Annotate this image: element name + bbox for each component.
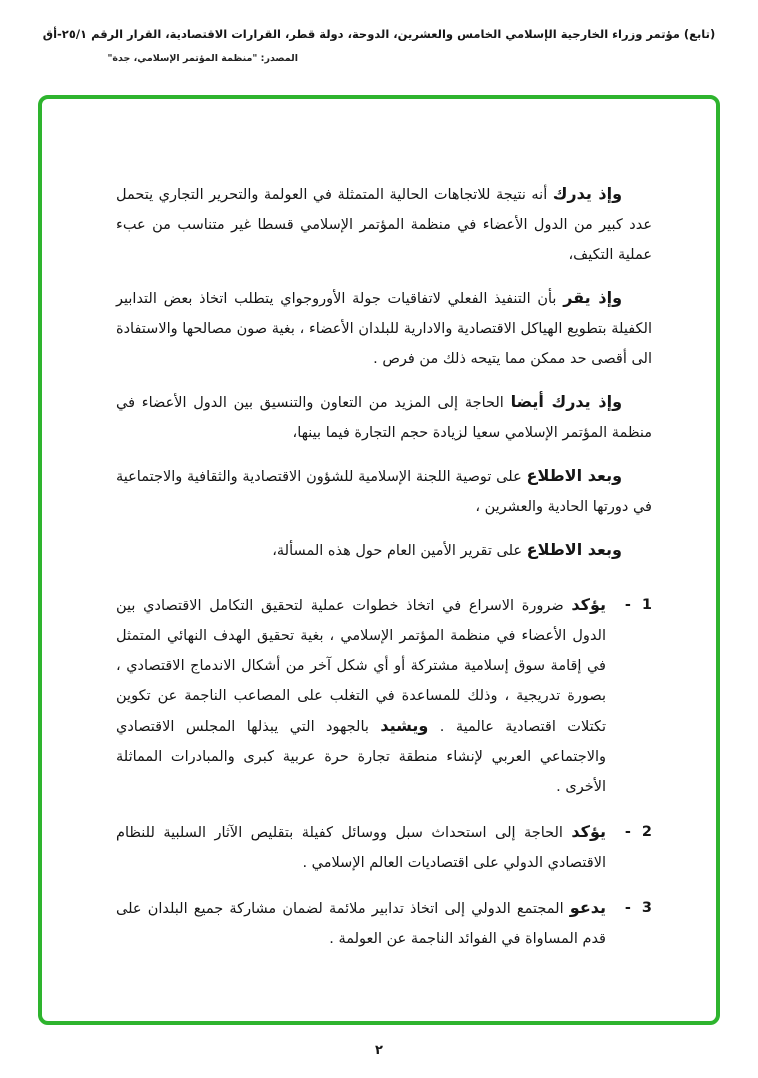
preamble-paragraph: [116, 179, 652, 270]
item-marker: [606, 817, 652, 878]
lead-phrase: يؤكد: [571, 822, 607, 841]
paragraph-text: على تقرير الأمين العام حول هذه المسألة،: [272, 543, 523, 559]
item-number: 2: [641, 824, 652, 840]
paragraph-text: بالجهود التي يبذلها المجلس الاقتصادي والاجتماعي العربي لإنشاء منطقة تجارة حرة عربية كبرى والمبادرات المماثلة الأخرى .: [116, 719, 606, 795]
paragraph-text: الحاجة إلى المزيد من التعاون والتنسيق بين الدول الأعضاء في منظمة المؤتمر الإسلامي سعيا لزيادة حجم التجارة فيما بينها،: [116, 395, 652, 441]
paragraph-text: الحاجة إلى استحداث سبل ووسائل كفيلة بتقليص الآثار السلبية للنظام الاقتصادي الدولي على اقتصاديات العالم الإسلامي .: [116, 825, 606, 871]
marker-dash: -: [624, 824, 631, 840]
paragraph-text: بأن التنفيذ الفعلي لاتفاقيات جولة الأوروجواي يتطلب اتخاذ بعض التدابير الكفيلة بتطويع الهياكل الاقتصادية والادارية للبلدان الأعضاء ، بغية صون مصالحها والاستفادة الى أقصى حد ممكن مما يتيحه ذلك من فرص .: [116, 291, 652, 367]
paragraph-text: على توصية اللجنة الإسلامية للشؤون الاقتصادية والثقافية والاجتماعية في دورتها الحادية والعشرين ،: [116, 469, 652, 515]
document-body: [116, 179, 652, 969]
lead-phrase: ويشيد: [380, 716, 429, 735]
item-marker: [606, 893, 652, 954]
lead-phrase: وبعد الاطلاع: [526, 540, 622, 559]
lead-phrase: وبعد الاطلاع: [526, 466, 623, 485]
resolution-item: [116, 893, 652, 954]
lead-phrase: وإذ يدرك: [552, 184, 623, 203]
marker-dash: -: [624, 597, 631, 613]
lead-phrase: وإذ يقر: [563, 288, 623, 307]
preamble-paragraph: [116, 387, 652, 448]
marker-dash: -: [624, 900, 631, 916]
resolution-text: [116, 817, 606, 878]
content-frame: [38, 95, 720, 1025]
resolution-text: [116, 893, 606, 954]
paragraph-text: المجتمع الدولي إلى اتخاذ تدابير ملائمة لضمان مشاركة جميع البلدان على قدم المساواة في الفوائد الناجمة عن العولمة .: [116, 901, 606, 947]
page-number: ٢: [375, 1043, 383, 1058]
lead-phrase: يؤكد: [571, 595, 606, 614]
resolution-text: [116, 590, 606, 802]
paragraph-text: أنه نتيجة للاتجاهات الحالية المتمثلة في العولمة والتحرير التجاري يتحمل عدد كبير من الدول الأعضاء في منظمة المؤتمر الإسلامي قسطا غير متناسب من عبء عملية التكيف،: [116, 187, 652, 263]
item-number: 3: [641, 900, 652, 916]
preamble-paragraph: [116, 283, 652, 374]
header-title: (تابع) مؤتمر وزراء الخارجية الإسلامي الخامس والعشرين، الدوحة، دولة قطر، القرارات الاقتصادية، القرار الرقم ٢٥/١-أق: [42, 27, 716, 41]
resolution-list: [116, 590, 652, 954]
item-number: 1: [641, 597, 652, 613]
lead-phrase: وإذ يدرك أيضا: [510, 392, 623, 411]
item-marker: [606, 590, 652, 802]
resolution-item: [116, 590, 652, 802]
resolution-item: [116, 817, 652, 878]
source-line: المصدر: "منظمة المؤتمر الإسلامي، جدة": [107, 53, 298, 64]
paragraph-text: ضرورة الاسراع في اتخاذ خطوات عملية لتحقيق التكامل الاقتصادي بين الدول الأعضاء في منظمة المؤتمر الإسلامي ، بغية تحقيق الهدف النهائي المتمثل في إقامة سوق إسلامية مشتركة أو أي شكل آخر من أشكال الاندماج الاقتصادي ، بصورة تدريجية ، وذلك للمساعدة في التغلب على المصاعب الناجمة عن تكوين تكتلات اقتصادية عالمية .: [116, 598, 607, 735]
preamble-paragraph: [116, 461, 652, 522]
lead-phrase: يدعو: [569, 898, 606, 917]
preamble-paragraph: [116, 535, 652, 566]
